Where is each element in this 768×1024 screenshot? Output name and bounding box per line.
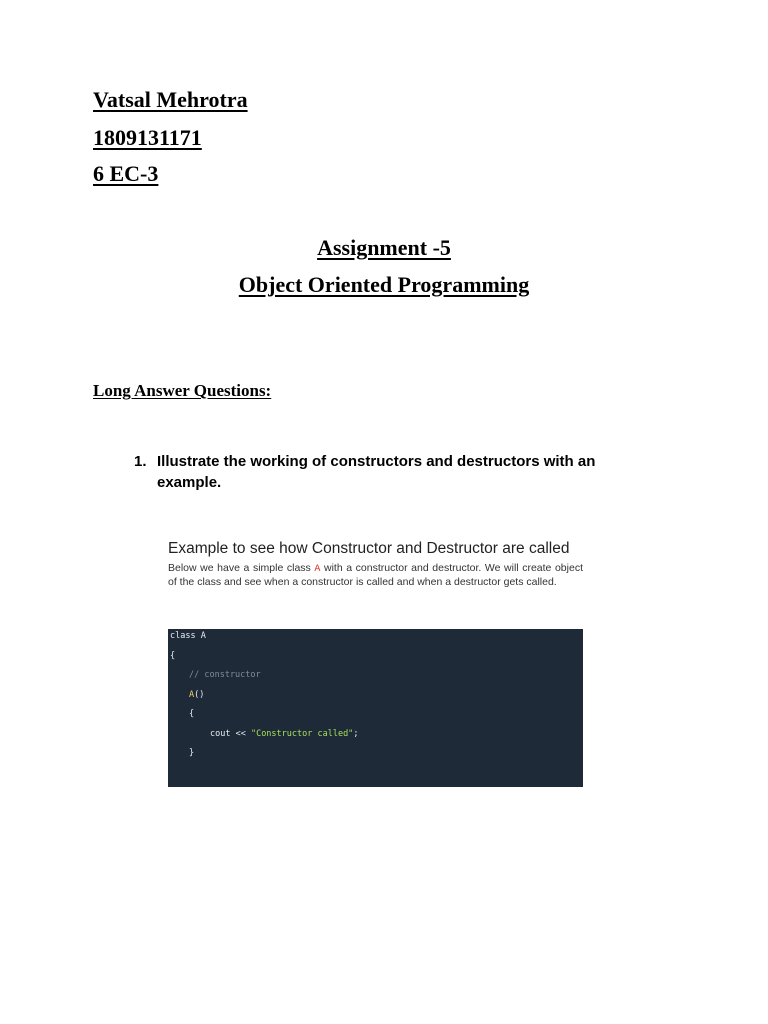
roll-number: 1809131171 bbox=[93, 125, 202, 150]
code-line: { bbox=[189, 709, 195, 719]
code-line: A() bbox=[189, 690, 205, 700]
code-line: cout << "Constructor called"; bbox=[210, 729, 359, 739]
figure-heading: Example to see how Constructor and Destructor are called bbox=[168, 540, 570, 557]
question-number: 1. bbox=[134, 453, 147, 470]
question-1 bbox=[134, 451, 644, 493]
code-line: } bbox=[189, 748, 195, 758]
class-section: 6 EC-3 bbox=[93, 161, 159, 186]
question-text: Illustrate the working of constructors and destructors with an example. bbox=[157, 453, 596, 491]
section-heading: Long Answer Questions: bbox=[93, 381, 272, 400]
figure-description: Below we have a simple class A with a constructor and destructor. We will create object of the class and see when a constructor is called and when a destructor gets called. bbox=[168, 562, 583, 588]
subject-title: Object Oriented Programming bbox=[238, 272, 530, 297]
author-name: Vatsal Mehrotra bbox=[93, 87, 248, 112]
code-line: { bbox=[170, 651, 176, 661]
assignment-title: Assignment -5 bbox=[317, 235, 451, 260]
code-line: class A bbox=[170, 631, 206, 641]
code-block bbox=[168, 629, 583, 787]
class-name-highlight: A bbox=[314, 564, 321, 575]
code-comment: // constructor bbox=[189, 670, 261, 680]
example-figure bbox=[168, 540, 583, 588]
